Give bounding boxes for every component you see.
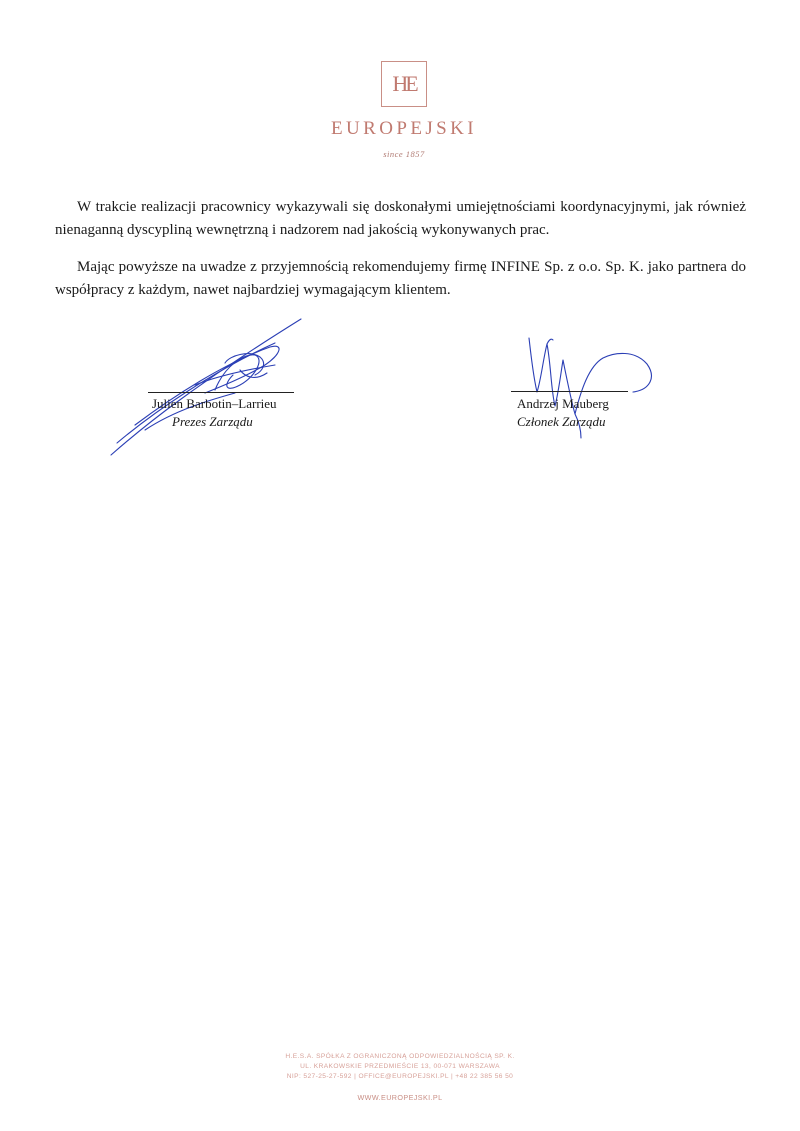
signatory-role-2: Członek Zarządu — [517, 414, 606, 429]
signatory-name-2: Andrzej Mauberg — [517, 396, 609, 411]
footer-website[interactable]: WWW.EUROPEJSKI.PL — [357, 1093, 443, 1102]
footer-contact: NIP: 527-25-27-592 | OFFICE@EUROPEJSKI.PL | +48 22 385 56 50 — [286, 1073, 514, 1080]
body-paragraph-1: W trakcie realizacji pracownicy wykazywali się doskonałymi umiejętnościami koordynacyjnymi, jak również nienaganną dyscypliną wewnętrzną i nadzorem nad jakością wykonywanych prac. — [55, 199, 746, 238]
body-paragraph-2: Mając powyższe na uwadze z przyjemnością rekomendujemy firmę INFINE Sp. z o.o. Sp. K. jako partnera do współpracy z każdym, nawet najbardziej wymagającym klientem. — [55, 259, 746, 298]
monogram-logo — [381, 61, 427, 107]
brand-since: since 1857 — [383, 149, 425, 159]
handwritten-signature-1 — [105, 315, 310, 460]
monogram-text: HE — [392, 71, 416, 96]
footer-address: UL. KRAKOWSKIE PRZEDMIEŚCIE 13, 00-071 WARSZAWA — [300, 1063, 500, 1070]
signature-line-1 — [148, 392, 294, 393]
signatory-role-1-visible: Prezes Zarządu — [172, 414, 253, 429]
brand-name: EUROPEJSKI — [331, 118, 477, 139]
footer-company: H.E.S.A. SPÓŁKA Z OGRANICZONĄ ODPOWIEDZIALNOŚCIĄ SP. K. — [285, 1053, 515, 1060]
signatory-name-1: Julien Barbotin–Larrieu — [152, 396, 277, 411]
signature-line-2 — [511, 391, 628, 392]
